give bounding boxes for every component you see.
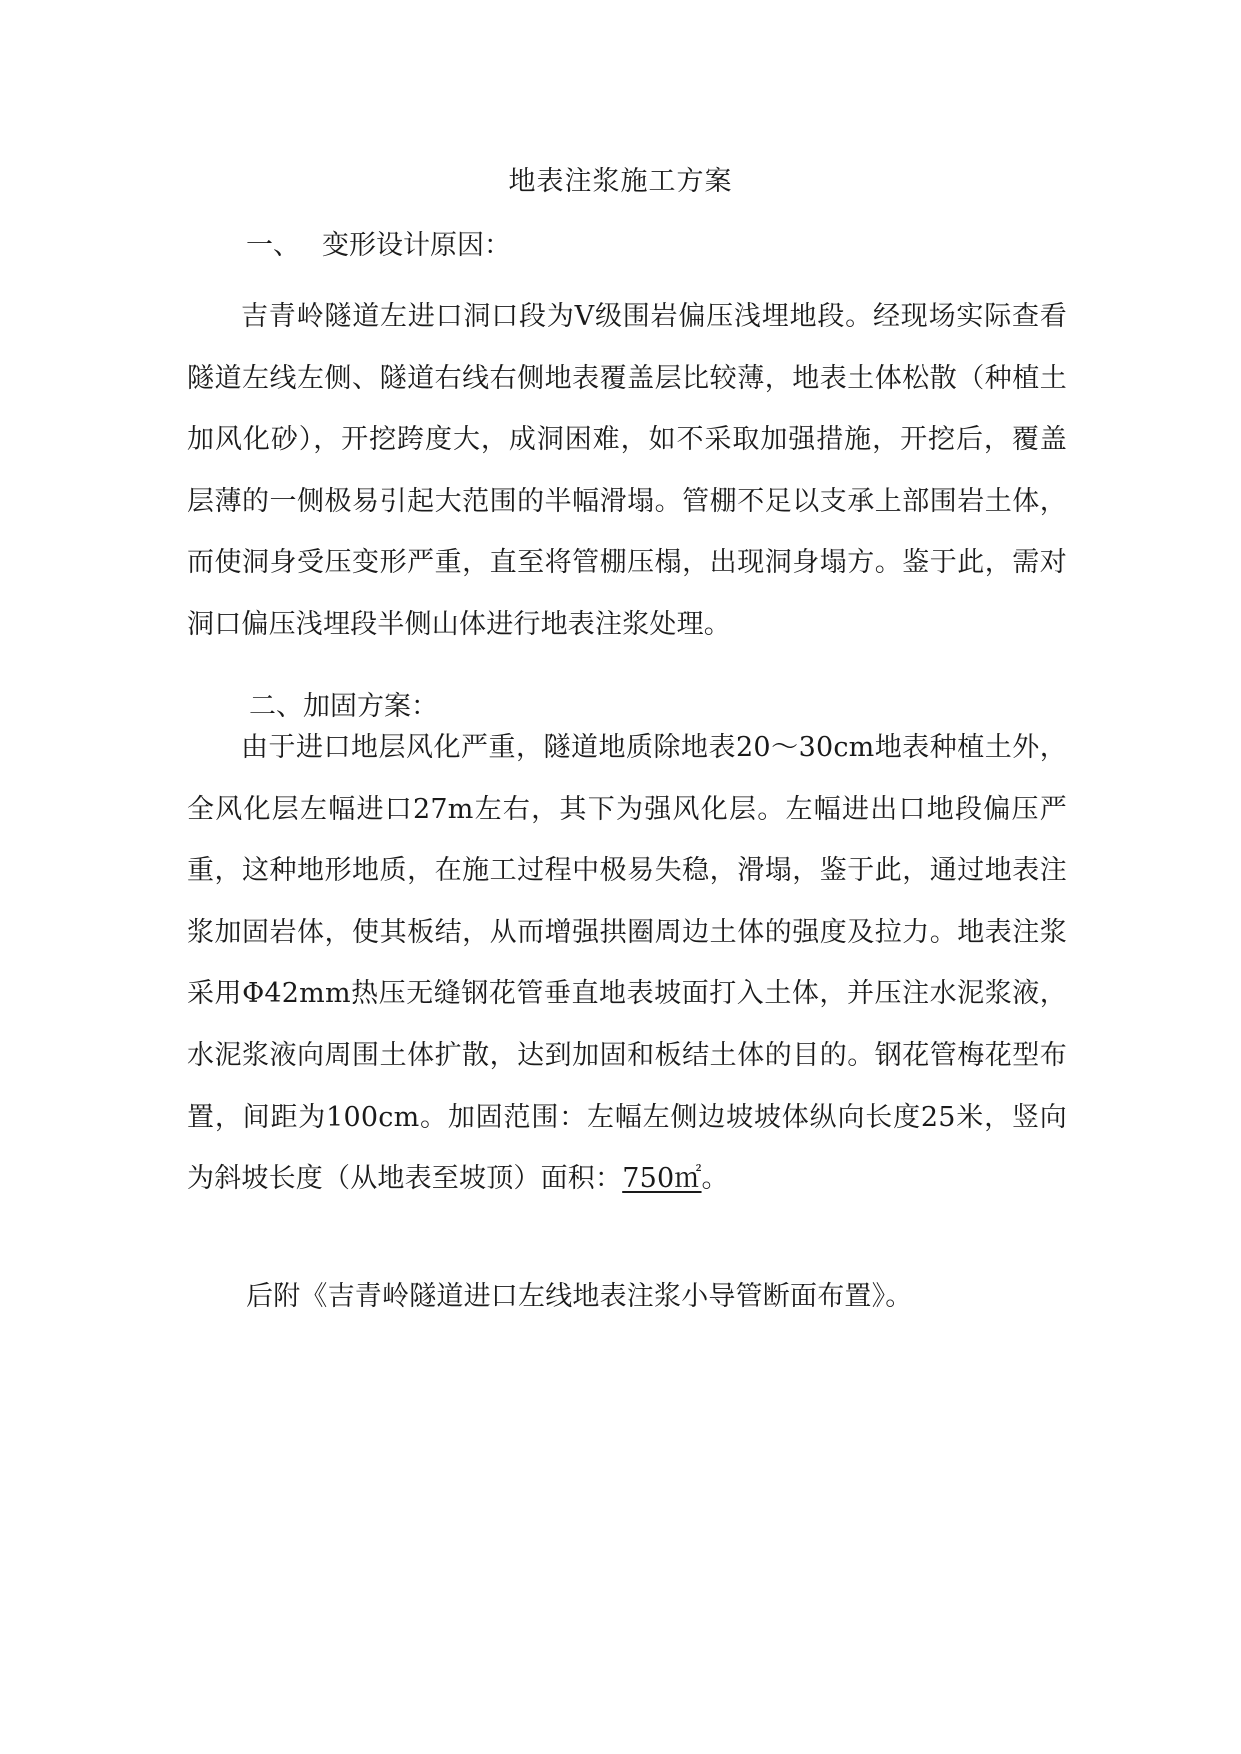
paragraph-end-mark: 。 <box>701 1163 729 1195</box>
section-heading-2: 二、加固方案： <box>249 691 438 722</box>
paragraph-attachment-note: 后附《吉青岭隧道进口左线地表注浆小导管断面布置》。 <box>246 1281 913 1312</box>
document-title: 地表注浆施工方案 <box>508 166 733 197</box>
paragraph-deformation-reason: 吉青岭隧道左进口洞口段为Ⅴ级围岩偏压浅埋地段。经现场实际查看隧道左线左侧、隧道右线右侧地表覆盖层比较薄，地表土体松散（种植土加风化砂），开挖跨度大，成洞困难，如不采取加强措施，开挖后，覆盖层薄的一侧极易引起大范围的半幅滑塌。管棚不足以支承上部围岩土体，而使洞身受压变形严重，直至将管棚压榻，出现洞身塌方。鉴于此，需对洞口偏压浅埋段半侧山体进行地表注浆处理。 <box>187 301 1067 640</box>
section-heading-1 <box>246 224 511 268</box>
area-value: 750㎡ <box>622 1163 702 1195</box>
paragraph-reinforcement-plan <box>187 717 1067 1210</box>
section-number-1: 一、 <box>246 230 300 261</box>
paragraph-reinforcement-text: 由于进口地层风化严重，隧道地质除地表20～30cm地表种植土外，全风化层左幅进口27m左右，其下为强风化层。左幅进出口地段偏压严重，这种地形地质，在施工过程中极易失稳，滑塌，鉴于此，通过地表注浆加固岩体，使其板结，从而增强拱圈周边土体的强度及拉力。地表注浆采用Φ42mm热压无缝钢花管垂直地表坡面打入土体，并压注水泥浆液，水泥浆液向周围土体扩散，达到加固和板结土体的目的。钢花管梅花型布置，间距为100cm。加固范围：左幅左侧边坡坡体纵向长度25米，竖向为斜坡长度（从地表至坡顶）面积： <box>187 732 1067 1195</box>
section-title-1: 变形设计原因： <box>322 230 511 261</box>
